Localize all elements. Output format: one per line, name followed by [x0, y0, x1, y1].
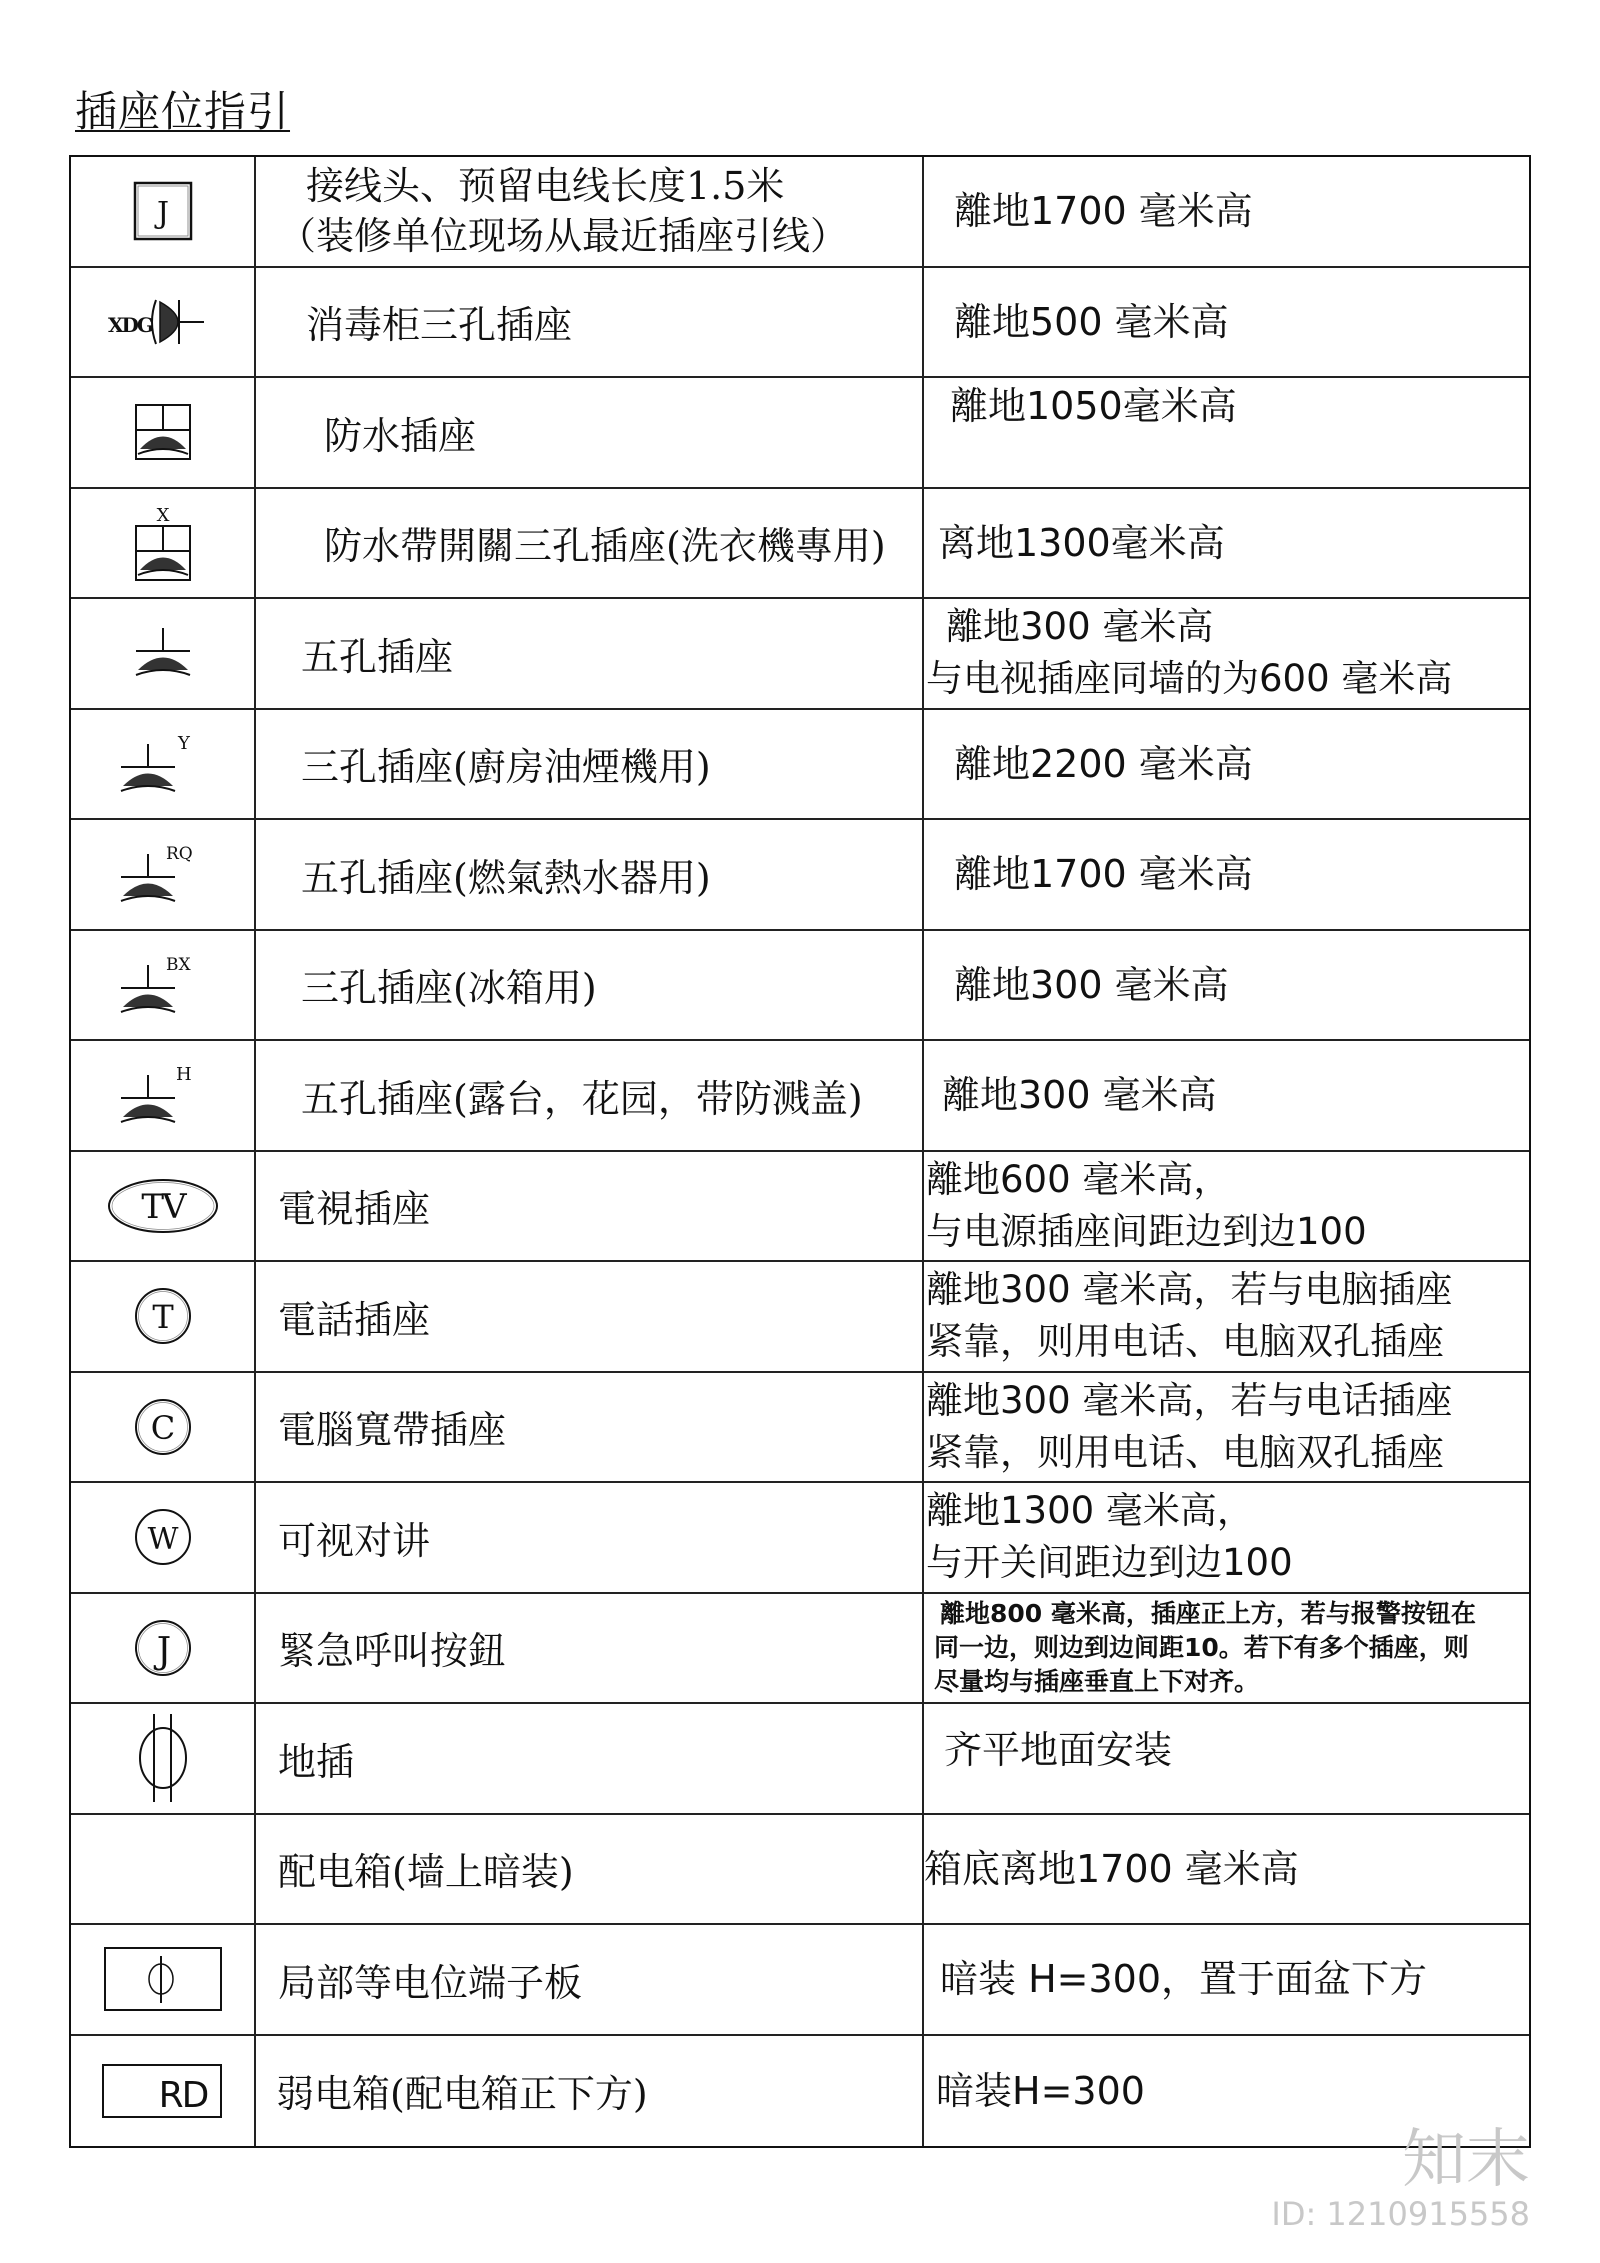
desc-line: 齐平地面安装	[944, 1728, 1173, 1772]
junction-box-icon	[133, 181, 193, 241]
fridge-socket-icon	[118, 950, 208, 1020]
desc-line: 与电视插座同墙的为600 毫米高	[926, 657, 1453, 701]
desc-line: 离地1300毫米高	[938, 520, 1225, 565]
symbol-cell	[71, 1925, 256, 2034]
telephone-outlet-icon	[133, 1286, 193, 1346]
socket-legend-table	[69, 155, 1531, 2148]
symbol-cell	[71, 1594, 256, 1703]
name-cell: 電腦寬帶插座	[256, 1373, 924, 1482]
symbol-cell	[71, 931, 256, 1040]
desc-line: 暗装H=300	[936, 2068, 1145, 2113]
svg-text:TV: TV	[140, 1186, 185, 1227]
waterproof-switched-socket-icon	[133, 503, 193, 583]
desc-line: 暗装 H=300，置于面盆下方	[940, 1957, 1428, 2002]
name-cell: 五孔插座	[256, 599, 924, 708]
name-cell	[256, 157, 924, 266]
svg-text:BX: BX	[165, 954, 191, 975]
desc-line: 与开关间距边到边100	[926, 1541, 1293, 1585]
range-hood-socket-icon	[118, 729, 208, 799]
symbol-cell	[71, 2036, 256, 2147]
outdoor-splashproof-socket-icon	[118, 1060, 208, 1130]
desc-line: 離地1300 毫米高，	[926, 1489, 1254, 1533]
table-row	[71, 1041, 1529, 1152]
disinfection-cabinet-socket-icon	[108, 292, 218, 352]
tv-outlet-icon	[105, 1176, 221, 1236]
name-cell: 緊急呼叫按鈕	[256, 1594, 924, 1703]
svg-text:J: J	[156, 196, 169, 232]
desc-line: 尽量均与插座垂直上下对齐。	[934, 1666, 1260, 1696]
desc-cell	[924, 157, 1529, 266]
symbol-cell	[71, 1704, 256, 1813]
desc-line: 離地300 毫米高，若与电脑插座	[926, 1268, 1453, 1312]
desc-line: 与电源插座间距边到边100	[926, 1209, 1367, 1253]
watermark	[1271, 2125, 1530, 2233]
table-row	[71, 378, 1529, 489]
symbol-cell	[71, 599, 256, 708]
waterproof-socket-icon	[133, 402, 193, 462]
symbol-cell	[71, 1483, 256, 1592]
svg-text:H: H	[175, 1064, 192, 1086]
desc-cell	[924, 1815, 1529, 1924]
desc-line: 離地2200 毫米高	[954, 741, 1253, 786]
symbol-cell	[71, 710, 256, 819]
name-cell: 三孔插座(冰箱用)	[256, 931, 924, 1040]
name-cell: 弱电箱(配电箱正下方)	[256, 2036, 924, 2147]
symbol-cell	[71, 1262, 256, 1371]
svg-text:J: J	[156, 1630, 171, 1672]
symbol-cell	[71, 157, 256, 266]
table-row	[71, 1373, 1529, 1484]
desc-line: 離地1700 毫米高	[954, 189, 1253, 234]
symbol-cell	[71, 268, 256, 377]
svg-text:XDG: XDG	[107, 312, 152, 337]
desc-line: 紧靠，则用电话、电脑双孔插座	[926, 1430, 1444, 1474]
computer-broadband-outlet-icon	[133, 1397, 193, 1457]
watermark-logo: 知末	[1402, 2123, 1530, 2197]
table-row	[71, 1152, 1529, 1263]
desc-cell	[924, 820, 1529, 929]
table-row	[71, 1925, 1529, 2036]
equipotential-terminal-board-icon	[103, 1946, 223, 2012]
desc-line: 離地1700 毫米高	[954, 852, 1253, 897]
table-row	[71, 157, 1529, 268]
symbol-cell	[71, 1041, 256, 1150]
desc-cell	[924, 1704, 1529, 1813]
table-row	[71, 820, 1529, 931]
name-cell: 局部等电位端子板	[256, 1925, 924, 2034]
symbol-cell	[71, 1152, 256, 1261]
weak-current-box-icon	[101, 2061, 225, 2121]
symbol-cell	[71, 489, 256, 598]
desc-cell	[924, 1262, 1529, 1371]
desc-cell	[924, 1373, 1529, 1482]
desc-line: 離地600 毫米高，	[926, 1157, 1231, 1201]
symbol-cell	[71, 1815, 256, 1924]
table-row	[71, 1704, 1529, 1815]
floor-socket-icon	[133, 1710, 193, 1806]
desc-line: 離地500 毫米高	[954, 299, 1229, 344]
gas-heater-socket-icon	[118, 839, 208, 909]
desc-line: 離地300 毫米高	[942, 1073, 1217, 1118]
svg-text:X: X	[156, 504, 169, 526]
table-row	[71, 710, 1529, 821]
desc-line: 同一边，则边到边间距10。若下有多个插座，则	[934, 1632, 1469, 1662]
desc-cell	[924, 1483, 1529, 1592]
desc-cell	[924, 931, 1529, 1040]
desc-cell	[924, 1041, 1529, 1150]
name-cell: 防水帶開關三孔插座(洗衣機專用)	[256, 489, 924, 598]
svg-text:T: T	[151, 1298, 174, 1337]
desc-cell	[924, 599, 1529, 708]
svg-text:RQ: RQ	[165, 844, 193, 865]
name-cell: 三孔插座(廚房油煙機用)	[256, 710, 924, 819]
table-row	[71, 489, 1529, 600]
symbol-cell	[71, 1373, 256, 1482]
name-cell: 五孔插座(燃氣熱水器用)	[256, 820, 924, 929]
name-line: 接线头、预留电线长度1.5米	[306, 164, 785, 209]
symbol-cell	[71, 378, 256, 487]
desc-cell	[924, 1594, 1529, 1703]
desc-line: 離地300 毫米高	[946, 605, 1214, 649]
name-cell: 電話插座	[256, 1262, 924, 1371]
name-line: （装修单位现场从最近插座引线）	[278, 214, 849, 259]
desc-line: 離地300 毫米高，若与电话插座	[926, 1378, 1453, 1422]
name-cell: 五孔插座(露台，花园，带防溅盖)	[256, 1041, 924, 1150]
desc-cell	[924, 378, 1529, 487]
name-cell: 電視插座	[256, 1152, 924, 1261]
symbol-cell	[71, 820, 256, 929]
desc-cell	[924, 1925, 1529, 2034]
name-cell: 地插	[256, 1704, 924, 1813]
svg-text:Y: Y	[177, 732, 190, 754]
desc-line: 紧靠，则用电话、电脑双孔插座	[926, 1320, 1444, 1364]
emergency-call-button-icon	[133, 1618, 193, 1678]
desc-line: 離地300 毫米高	[954, 962, 1229, 1007]
desc-cell	[924, 268, 1529, 377]
desc-line: 箱底离地1700 毫米高	[924, 1846, 1299, 1891]
svg-text:C: C	[150, 1408, 175, 1447]
desc-cell	[924, 489, 1529, 598]
name-cell: 可视对讲	[256, 1483, 924, 1592]
name-cell: 消毒柜三孔插座	[256, 268, 924, 377]
five-hole-socket-icon	[133, 623, 193, 683]
video-intercom-icon	[133, 1507, 193, 1567]
table-row	[71, 1483, 1529, 1594]
table-row	[71, 1594, 1529, 1705]
name-cell: 防水插座	[256, 378, 924, 487]
svg-text:RD: RD	[158, 2074, 207, 2116]
desc-line: 離地1050毫米高	[950, 384, 1237, 428]
svg-text:W: W	[147, 1522, 178, 1558]
name-cell: 配电箱(墙上暗装)	[256, 1815, 924, 1924]
table-row	[71, 1815, 1529, 1926]
watermark-id: ID: 1210915558	[1271, 2195, 1530, 2233]
table-row	[71, 268, 1529, 379]
table-row	[71, 1262, 1529, 1373]
desc-cell	[924, 710, 1529, 819]
desc-cell	[924, 1152, 1529, 1261]
table-row	[71, 931, 1529, 1042]
page-title: 插座位指引	[75, 87, 291, 136]
desc-line: 離地800 毫米高，插座正上方，若与报警按钮在	[940, 1598, 1476, 1628]
table-row	[71, 599, 1529, 710]
